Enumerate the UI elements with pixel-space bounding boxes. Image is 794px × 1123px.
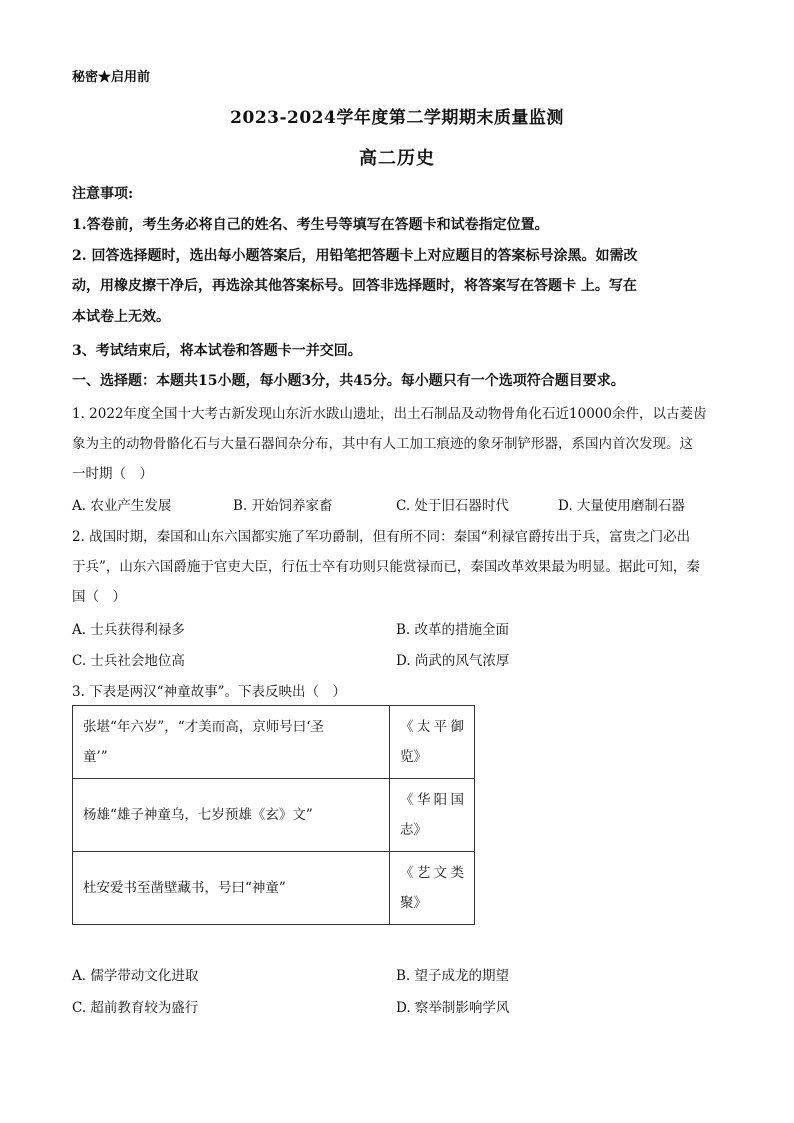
table-row (73, 779, 475, 852)
q1-stem-line-3: 一时期（ ） (72, 466, 153, 482)
q2-stem-line-2: 于兵”，山东六国爵施于官吏大臣，行伍士卒有功则只能赏禄而已，秦国改革效果最为明显。据此可知，秦 (72, 559, 700, 575)
source-line: 览》 (400, 749, 427, 765)
story-line: 童’” (83, 749, 108, 765)
table-cell-source (390, 706, 475, 779)
notes-item-2-line-3: 本试卷上无效。 (72, 309, 170, 325)
q2-stem-line-1: 2. 战国时期，秦国和山东六国都实施了军功爵制，但有所不同：秦国“利禄官爵抟出于兵，富贵之门必出 (72, 529, 691, 545)
notes-item-2-line-2: 动，用橡皮擦干净后，再选涂其他答案标号。回答非选择题时，将答案写在答题卡 上。写在 (72, 278, 637, 294)
table-cell-story (73, 706, 390, 779)
source-line: 《太平御 (400, 719, 464, 735)
confidential-label: 秘密★启用前 (72, 70, 151, 85)
q2-option-a: A. 士兵获得利禄多 (72, 622, 185, 638)
source-line: 《艺文类 (400, 865, 464, 881)
q1-option-b: B. 开始饲养家畜 (233, 498, 333, 514)
story-line: 张堪“年六岁”，“才美而高，京师号曰‘圣 (83, 719, 324, 735)
table-cell-story (73, 779, 390, 852)
q1-stem-line-2: 象为主的动物骨骼化石与大量石器间杂分布，其中有人工加工痕迹的象牙制铲形器，系国内首次发现。这 (72, 436, 693, 452)
source-line: 聚》 (400, 895, 427, 911)
q2-stem-line-3: 国（ ） (72, 589, 126, 605)
q3-option-a: A. 儒学带动文化进取 (72, 968, 199, 984)
q1-option-a: A. 农业产生发展 (72, 498, 172, 514)
q3-option-b: B. 望子成龙的期望 (396, 968, 510, 984)
notes-item-3: 3、考试结束后，将本试卷和答题卡一并交回。 (72, 343, 362, 359)
section-1-heading: 一、选择题：本题共15小题，每小题3分，共45分。每小题只有一个选项符合题目要求。 (72, 373, 625, 389)
story-line: 杜安爱书至凿壁藏书，号曰“神童” (83, 880, 286, 896)
q3-option-d: D. 察举制影响学风 (396, 1000, 510, 1016)
q2-option-b: B. 改革的措施全面 (396, 622, 510, 638)
q1-option-d: D. 大量使用磨制石器 (558, 498, 685, 514)
subject-title: 高二历史 (359, 148, 435, 169)
q2-option-c: C. 士兵社会地位高 (72, 653, 185, 669)
table-cell-source (390, 852, 475, 925)
q3-option-c: C. 超前教育较为盛行 (72, 1000, 199, 1016)
notes-item-1: 1.答卷前，考生务必将自己的姓名、考生号等填写在答题卡和试卷指定位置。 (72, 217, 549, 233)
q3-table (72, 705, 475, 925)
source-line: 志》 (400, 822, 427, 838)
q1-stem-line-1: 1. 2022年度全国十大考古新发现山东沂水跋山遗址，出土石制品及动物骨角化石近10000余件，以古菱齿 (72, 406, 707, 422)
source-line: 《华阳国 (400, 792, 464, 808)
table-row (73, 706, 475, 779)
story-line: 杨雄“雄子神童乌，七岁预雄《玄》文” (83, 807, 313, 823)
notes-heading: 注意事项: (72, 186, 134, 202)
table-cell-story (73, 852, 390, 925)
q3-stem: 3. 下表是两汉“神童故事”。下表反映出（ ） (72, 684, 346, 700)
table-row (73, 852, 475, 925)
exam-title: 2023-2024学年度第二学期期末质量监测 (230, 108, 564, 128)
q2-option-d: D. 尚武的风气浓厚 (396, 653, 510, 669)
q1-option-c: C. 处于旧石器时代 (396, 498, 509, 514)
table-cell-source (390, 779, 475, 852)
notes-item-2-line-1: 2. 回答选择题时，选出每小题答案后，用铅笔把答题卡上对应题目的答案标号涂黑。如需改 (72, 248, 638, 264)
